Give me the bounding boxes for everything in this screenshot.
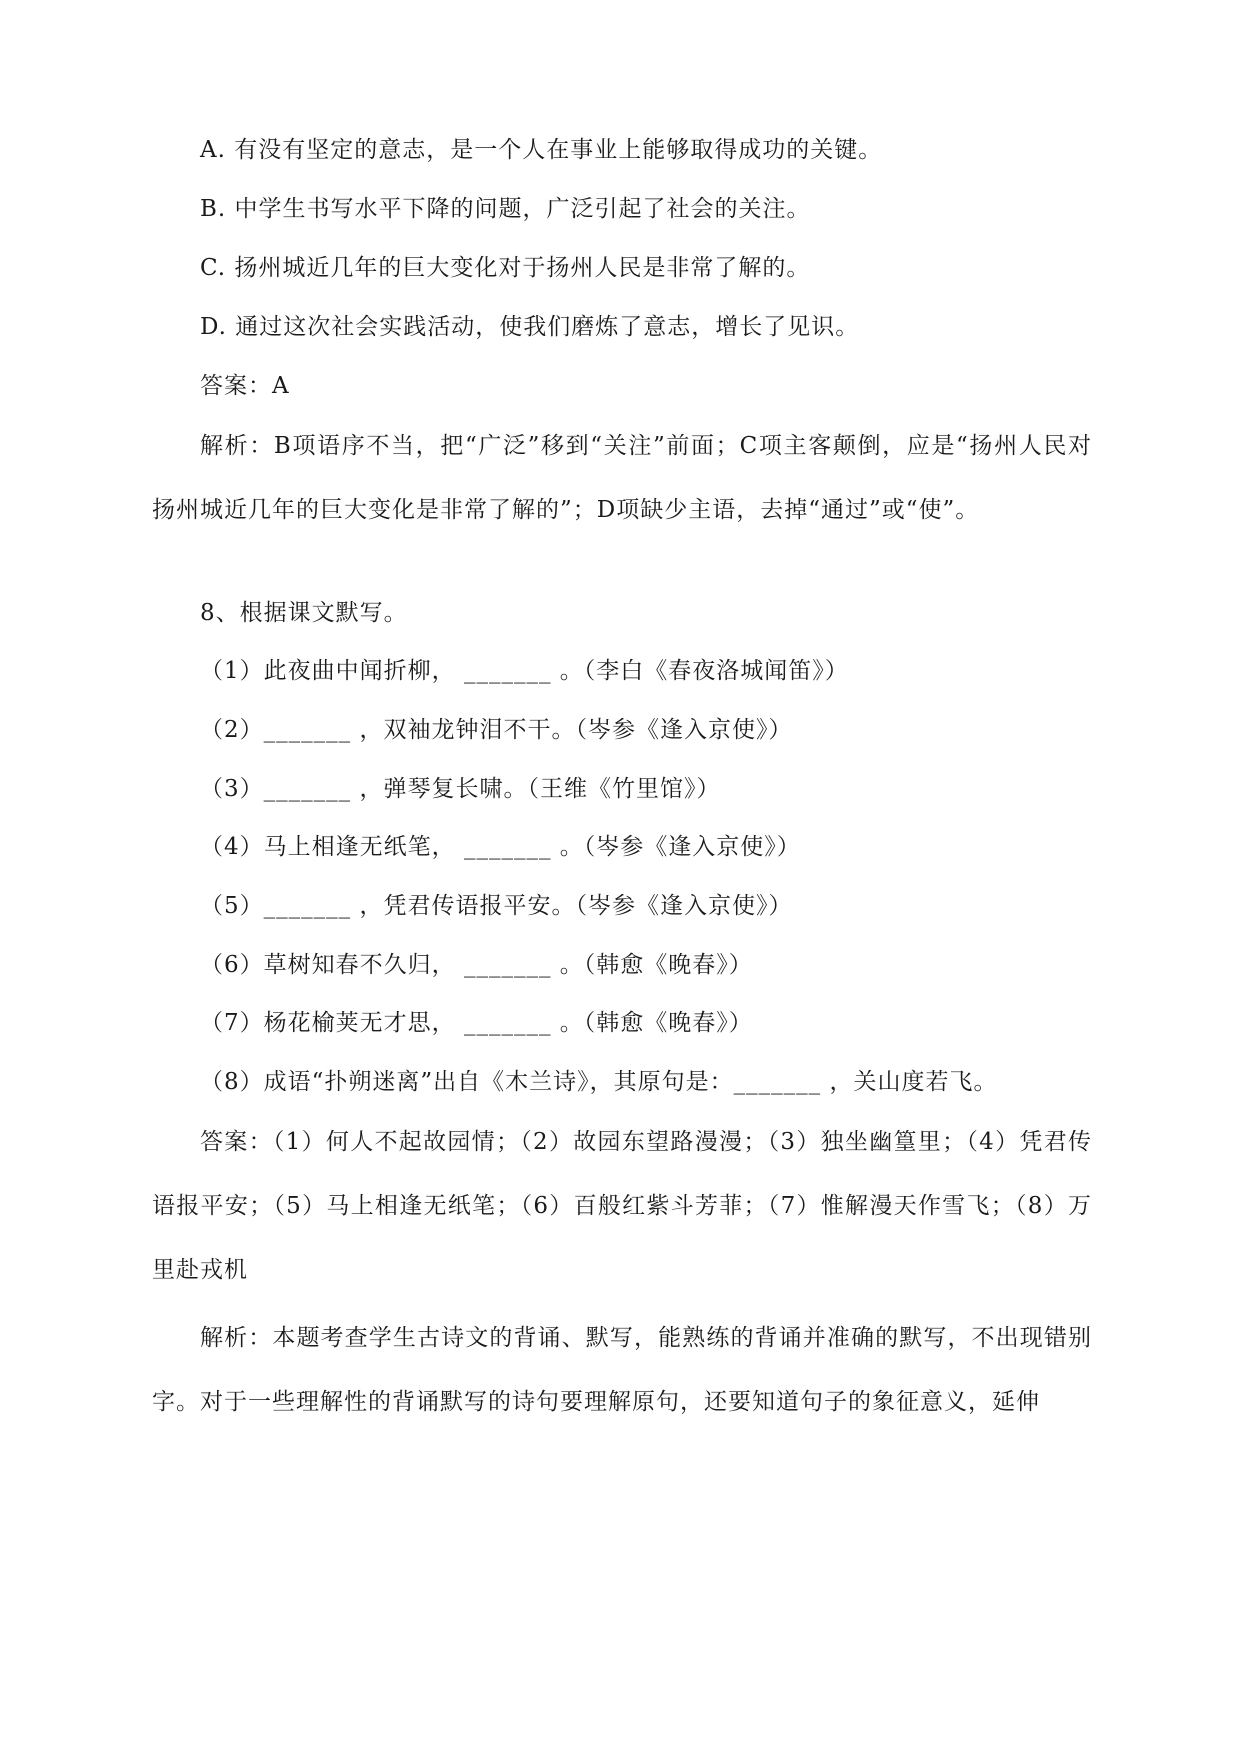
- q8-item-6: （6）草树知春不久归， _______ 。（韩愈《晚春》）: [200, 952, 753, 978]
- q8-answer: 答案：（1）何人不起故园情；（2）故园东望路漫漫；（3）独坐幽篁里；（4）凭君传语报平安；（5）马上相逢无纸笔；（6）百般红紫斗芳菲；（7）惟解漫天作雪飞；（8）万里赴戎机: [152, 1129, 1092, 1283]
- option-d: D. 通过这次社会实践活动，使我们磨炼了意志，增长了见识。: [200, 314, 860, 340]
- q8-item-7: （7）杨花榆荚无才思， _______ 。（韩愈《晚春》）: [200, 1010, 753, 1036]
- q8-title: 8、根据课文默写。: [200, 600, 408, 626]
- q8-item-5: （5）_______ ，凭君传语报平安。（岑参《逢入京使》）: [200, 893, 793, 919]
- q8-item-3: （3）_______ ，弹琴复长啸。（王维《竹里馆》）: [200, 776, 721, 802]
- q7-analysis: 解析：B项语序不当，把“广泛”移到“关注”前面；C项主客颠倒，应是“扬州人民对扬州城近几年的巨大变化是非常了解的”；D项缺少主语，去掉“通过”或“使”。: [152, 433, 1092, 523]
- q8-analysis: 解析：本题考查学生古诗文的背诵、默写，能熟练的背诵并准确的默写，不出现错别字。对于一些理解性的背诵默写的诗句要理解原句，还要知道句子的象征意义，延伸: [152, 1325, 1092, 1415]
- option-c: C. 扬州城近几年的巨大变化对于扬州人民是非常了解的。: [200, 255, 811, 281]
- q8-item-8: （8）成语“扑朔迷离”出自《木兰诗》，其原句是：_______ ，关山度若飞。: [200, 1069, 998, 1095]
- q7-answer: 答案：A: [200, 373, 290, 399]
- q8-item-1: （1）此夜曲中闻折柳， _______ 。（李白《春夜洛城闻笛》）: [200, 658, 849, 684]
- option-a: A. 有没有坚定的意志，是一个人在事业上能够取得成功的关键。: [200, 137, 883, 163]
- option-b: B. 中学生书写水平下降的问题，广泛引起了社会的关注。: [200, 196, 811, 222]
- q8-item-4: （4）马上相逢无纸笔， _______ 。（岑参《逢入京使》）: [200, 834, 801, 860]
- q8-item-2: （2）_______ ，双袖龙钟泪不干。（岑参《逢入京使》）: [200, 717, 793, 743]
